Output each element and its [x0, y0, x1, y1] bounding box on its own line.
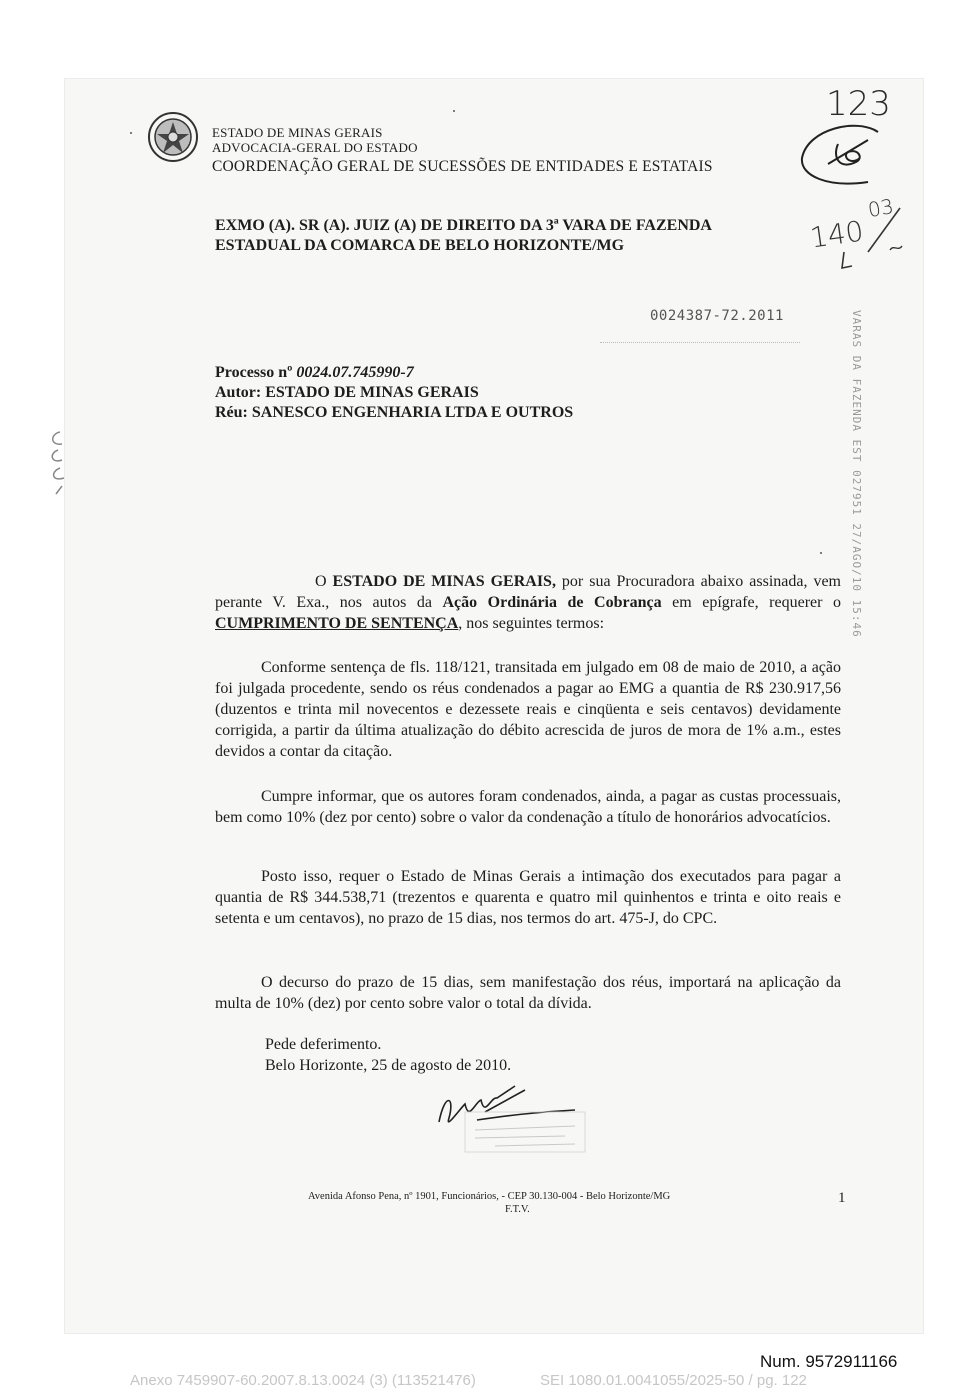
- intro-text-g: , nos seguintes termos:: [458, 615, 605, 632]
- page-number: 1: [838, 1190, 846, 1206]
- scan-speck: [130, 132, 132, 134]
- addressee-line-2: ESTADUAL DA COMARCA DE BELO HORIZONTE/MG: [215, 237, 625, 254]
- addressee-line-1: EXMO (A). SR (A). JUIZ (A) DE DIREITO DA 3ª VARA DE FAZENDA: [215, 217, 712, 234]
- header-coordination: COORDENAÇÃO GERAL DE SUCESSÕES DE ENTIDADES E ESTATAIS: [212, 158, 713, 175]
- intro-text-e: em epígrafe, requerer o: [661, 594, 842, 611]
- stamped-process-number: 0024387-72.2011: [650, 308, 784, 324]
- handwritten-rubric-icon: [798, 118, 888, 194]
- intro-action-name: Ação Ordinária de Cobrança: [442, 594, 662, 611]
- closing-place-date: Belo Horizonte, 25 de agosto de 2010.: [265, 1057, 512, 1074]
- header-agency: ADVOCACIA-GERAL DO ESTADO: [212, 140, 418, 155]
- divider: [600, 342, 800, 343]
- handwritten-slash-icon: [860, 204, 908, 264]
- scan-speck: [453, 110, 455, 112]
- annex-reference: Anexo 7459907-60.2007.8.13.0024 (3) (113521476): [130, 1372, 476, 1389]
- process-number: 0024.07.745990-7: [296, 364, 414, 381]
- paragraph-sentence: Conforme sentença de fls. 118/121, transitada em julgado em 08 de maio de 2010, a ação foi julgada procedente, sendo os réus condenados a pagar ao EMG a quantia de R$ 230.917,56 (duzentos e trinta mil novecentos e dezessete reais e cinqüenta e seis centavos) devidamente corrigida, a partir da última atualização do débito acrescida de juros de mora de 1% a.m., estes devidos a contar da citação.: [215, 659, 841, 760]
- signature-icon: [425, 1082, 605, 1172]
- intro-text-c: por sua Procuradora abaixo assinada, vem perante V. Exa., nos autos da: [215, 573, 841, 611]
- sei-reference: SEI 1080.01.0041055/2025-50 / pg. 122: [540, 1372, 807, 1389]
- handwritten-page-number: 123: [826, 84, 891, 124]
- side-receipt-stamp: VARAS DA FAZENDA EST 027951 27/AGO/10 15:46: [850, 310, 863, 638]
- intro-state-name: ESTADO DE MINAS GERAIS,: [332, 573, 556, 590]
- document-number: Num. 9572911166: [760, 1352, 898, 1371]
- closing-request: Pede deferimento.: [265, 1036, 382, 1053]
- scan-speck: [820, 552, 822, 554]
- process-line: [215, 364, 414, 382]
- paragraph-intro: [215, 571, 841, 634]
- intro-text-a: O: [315, 573, 333, 590]
- coat-of-arms-icon: [146, 110, 200, 164]
- handwritten-note-number: 140: [807, 214, 866, 255]
- paragraph-costs: Cumpre informar, que os autores foram condenados, ainda, a pagar as custas processuais, bem como 10% (dez por cento) sobre o valor da condenação a título de honorários advocatícios.: [215, 788, 841, 826]
- footer-initials: F.T.V.: [505, 1204, 530, 1215]
- footer-address: Avenida Afonso Pena, nº 1901, Funcionários, - CEP 30.130-004 - Belo Horizonte/MG: [308, 1191, 671, 1202]
- margin-handwriting-icon: [40, 428, 80, 498]
- paragraph-fine: O decurso do prazo de 15 dias, sem manifestação dos réus, importará na aplicação da multa de 10% (dez) por cento sobre valor o total da dívida.: [215, 974, 841, 1012]
- intro-request: CUMPRIMENTO DE SENTENÇA: [215, 615, 459, 632]
- handwritten-note-fraction: 03: [866, 193, 896, 223]
- paragraph-request: Posto isso, requer o Estado de Minas Gerais a intimação dos executados para pagar a quantia de R$ 344.538,71 (trezentos e quarenta e quatro mil quinhentos e trinta e oito reais e setenta e um centavos), no prazo de 15 dias, nos termos do art. 475-J, do CPC.: [215, 868, 841, 927]
- header-state: ESTADO DE MINAS GERAIS: [212, 125, 383, 140]
- process-label: Processo nº: [215, 364, 297, 381]
- defendant-line: Réu: SANESCO ENGENHARIA LTDA E OUTROS: [215, 404, 574, 421]
- author-line: Autor: ESTADO DE MINAS GERAIS: [215, 384, 479, 401]
